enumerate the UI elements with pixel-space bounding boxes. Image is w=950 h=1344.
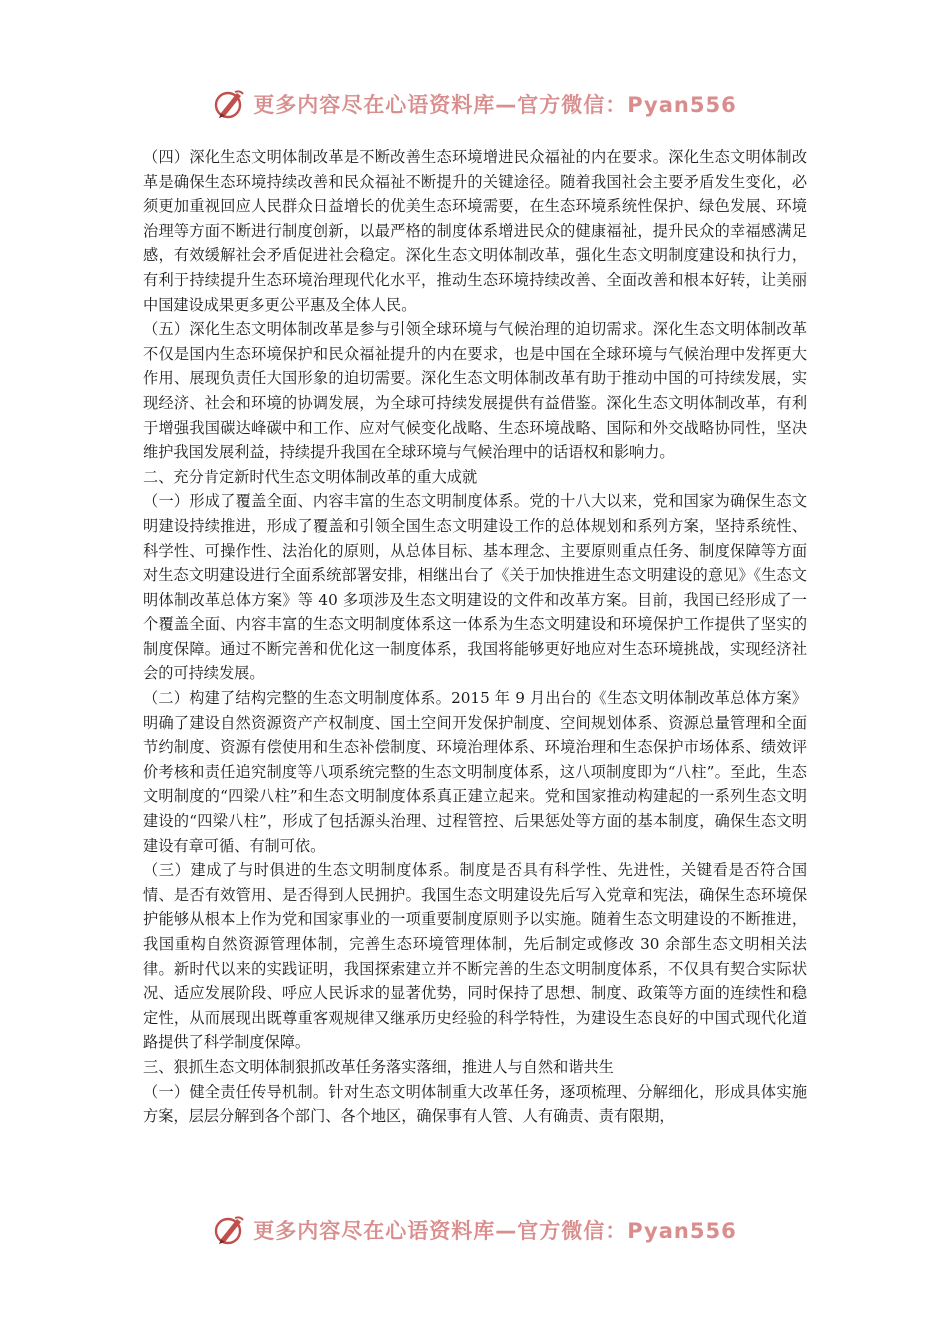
footer-banner	[0, 1210, 950, 1250]
pen-logo-icon	[213, 87, 247, 121]
section-heading-2: 二、充分肯定新时代生态文明体制改革的重大成就	[143, 467, 478, 486]
pen-logo-icon	[213, 1213, 247, 1247]
paragraph-2-3: （三）建成了与时俱进的生态文明制度体系。制度是否具有科学性、先进性，关键看是否符合国情、是否有效管用、是否得到人民拥护。我国生态文明建设先后写入党章和宪法，确保生态环境保护能够从根本上作为党和国家事业的一项重要制度原则予以实施。随着生态文明建设的不断推进，我国重构自然资源管理体制，完善生态环境管理体制，先后制定或修改 30 余部生态文明相关法律。新时代以来的实践证明，我国探索建立并不断完善的生态文明制度体系，不仅具有契合实际状况、适应发展阶段、呼应人民诉求的显著优势，同时保持了思想、制度、政策等方面的连续性和稳定性，从而展现出既尊重客观规律又继承历史经验的科学特性，为建设生态良好的中国式现代化道路提供了科学制度保障。	[143, 861, 807, 1052]
paragraph-2-2: （二）构建了结构完整的生态文明制度体系。2015 年 9 月出台的《生态文明体制改革总体方案》明确了建设自然资源资产产权制度、国土空间开发保护制度、空间规划体系、资源总量管理和全面节约制度、资源有偿使用和生态补偿制度、环境治理体系、环境治理和生态保护市场体系、绩效评价考核和责任追究制度等八项系统完整的生态文明制度体系，这八项制度即为“八柱”。至此，生态文明制度的“四梁八柱”和生态文明制度体系真正建立起来。党和国家推动构建起的一系列生态文明建设的“四梁八柱”，形成了包括源头治理、过程管控、后果惩处等方面的基本制度，确保生态文明建设有章可循、有制可依。	[143, 689, 807, 855]
banner-text: 更多内容尽在心语资料库—官方微信：Pyan556	[253, 1219, 737, 1243]
header-banner	[0, 84, 950, 124]
banner-text: 更多内容尽在心语资料库—官方微信：Pyan556	[253, 93, 737, 117]
paragraph-3-1: （一）健全责任传导机制。针对生态文明体制重大改革任务，逐项梳理、分解细化，形成具体实施方案，层层分解到各个部门、各个地区，确保事有人管、人有确责、责有限期，	[143, 1082, 807, 1126]
paragraph-4: （四）深化生态文明体制改革是不断改善生态环境增进民众福祉的内在要求。深化生态文明体制改革是确保生态环境持续改善和民众福祉不断提升的关键途径。随着我国社会主要矛盾发生变化，必须更加重视回应人民群众日益增长的优美生态环境需要，在生态环境系统性保护、绿色发展、环境治理等方面不断进行制度创新，以最严格的制度体系增进民众的健康福祉，提升民众的幸福感满足感，有效缓解社会矛盾促进社会稳定。深化生态文明体制改革，强化生态文明制度建设和执行力，有利于持续提升生态环境治理现代化水平，推动生态环境持续改善、全面改善和根本好转，让美丽中国建设成果更多更公平惠及全体人民。	[143, 148, 807, 314]
document-body	[143, 145, 807, 1129]
paragraph-5: （五）深化生态文明体制改革是参与引领全球环境与气候治理的迫切需求。深化生态文明体制改革不仅是国内生态环境保护和民众福祉提升的内在要求，也是中国在全球环境与气候治理中发挥更大作用、展现负责任大国形象的迫切需要。深化生态文明体制改革有助于推动中国的可持续发展，实现经济、社会和环境的协调发展，为全球可持续发展提供有益借鉴。深化生态文明体制改革，有利于增强我国碳达峰碳中和工作、应对气候变化战略、生态环境战略、国际和外交战略协同性，坚决维护我国发展利益，持续提升我国在全球环境与气候治理中的话语权和影响力。	[143, 320, 807, 462]
paragraph-2-1: （一）形成了覆盖全面、内容丰富的生态文明制度体系。党的十八大以来，党和国家为确保生态文明建设持续推进，形成了覆盖和引领全国生态文明建设工作的总体规划和系列方案，坚持系统性、科学性、可操作性、法治化的原则，从总体目标、基本理念、主要原则重点任务、制度保障等方面对生态文明建设进行全面系统部署安排，相继出台了《关于加快推进生态文明建设的意见》《生态文明体制改革总体方案》等 40 多项涉及生态文明建设的文件和改革方案。目前，我国已经形成了一个覆盖全面、内容丰富的生态文明制度体系这一体系为生态文明建设和环境保护工作提供了坚实的制度保障。通过不断完善和优化这一制度体系，我国将能够更好地应对生态环境挑战，实现经济社会的可持续发展。	[143, 492, 807, 683]
section-heading-3: 三、狠抓生态文明体制狠抓改革任务落实落细，推进人与自然和谐共生	[143, 1057, 614, 1076]
